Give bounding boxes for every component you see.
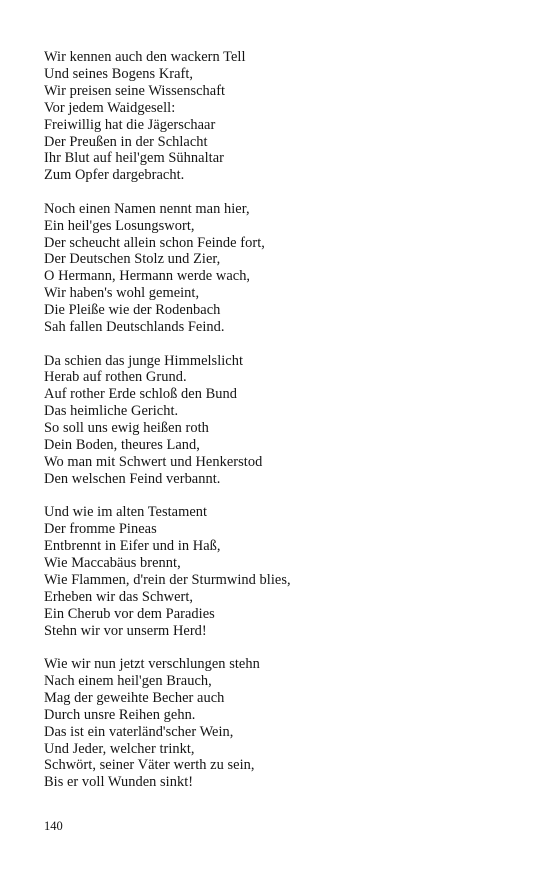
stanza-3 xyxy=(44,353,514,488)
poem-line: Ihr Blut auf heil'gem Sühnaltar xyxy=(44,150,224,167)
poem-line: Und Jeder, welcher trinkt, xyxy=(44,740,195,757)
poem-line: Stehn wir vor unserm Herd! xyxy=(44,622,207,639)
poem-line: Schwört, seiner Väter werth zu sein, xyxy=(44,757,255,774)
poem-line: Nach einem heil'gen Brauch, xyxy=(44,672,212,689)
poem-line: Und wie im alten Testament xyxy=(44,504,208,521)
poem-line: Wie Maccabäus brennt, xyxy=(44,554,181,571)
poem-line: Wir haben's wohl gemeint, xyxy=(44,285,200,302)
poem-text xyxy=(44,49,514,808)
poem-line: Zum Opfer dargebracht. xyxy=(44,167,185,184)
stanza-5 xyxy=(44,656,514,791)
poem-line: Noch einen Namen nennt man hier, xyxy=(44,200,250,217)
poem-line: Die Pleiße wie der Rodenbach xyxy=(44,302,221,319)
poem-line: Wie Flammen, d'rein der Sturmwind blies, xyxy=(44,571,291,588)
stanza-4 xyxy=(44,504,514,639)
page-number: 140 xyxy=(44,819,63,833)
poem-line: O Hermann, Hermann werde wach, xyxy=(44,268,251,285)
poem-line: Wie wir nun jetzt verschlungen stehn xyxy=(44,656,260,672)
poem-line: Mag der geweihte Becher auch xyxy=(44,689,225,706)
poem-line: Ein Cherub vor dem Paradies xyxy=(44,605,215,622)
poem-line: Wir preisen seine Wissenschaft xyxy=(44,82,226,99)
poem-line: Das ist ein vaterländ'scher Wein, xyxy=(44,723,234,740)
poem-line: Sah fallen Deutschlands Feind. xyxy=(44,319,225,336)
poem-line: Wir kennen auch den wackern Tell xyxy=(44,49,246,65)
poem-line: Den welschen Feind verbannt. xyxy=(44,470,221,487)
poem-line: Das heimliche Gericht. xyxy=(44,403,179,420)
poem-line: Und seines Bogens Kraft, xyxy=(44,65,194,82)
poem-line: Der Deutschen Stolz und Zier, xyxy=(44,251,221,268)
stanza-2 xyxy=(44,201,514,336)
poem-line: Ein heil'ges Losungswort, xyxy=(44,217,195,234)
poem-line: Durch unsre Reihen gehn. xyxy=(44,706,196,723)
poem-line: Bis er voll Wunden sinkt! xyxy=(44,774,194,791)
poem-line: Freiwillig hat die Jägerschaar xyxy=(44,116,216,133)
poem-line: Entbrennt in Eifer und in Haß, xyxy=(44,538,221,555)
poem-line: Wo man mit Schwert und Henkerstod xyxy=(44,453,263,470)
poem-line: Der scheucht allein schon Feinde fort, xyxy=(44,234,265,251)
stanza-1 xyxy=(44,49,514,184)
poem-line: Dein Boden, theures Land, xyxy=(44,437,200,454)
poem-line: Herab auf rothen Grund. xyxy=(44,369,187,386)
poem-line: Auf rother Erde schloß den Bund xyxy=(44,386,237,403)
poem-line: Der Preußen in der Schlacht xyxy=(44,133,208,150)
poem-line: Der fromme Pineas xyxy=(44,521,157,538)
poem-line: Vor jedem Waidgesell: xyxy=(44,99,176,116)
poem-line: So soll uns ewig heißen roth xyxy=(44,420,209,437)
poem-line: Erheben wir das Schwert, xyxy=(44,588,194,605)
poem-line: Da schien das junge Himmelslicht xyxy=(44,352,244,369)
